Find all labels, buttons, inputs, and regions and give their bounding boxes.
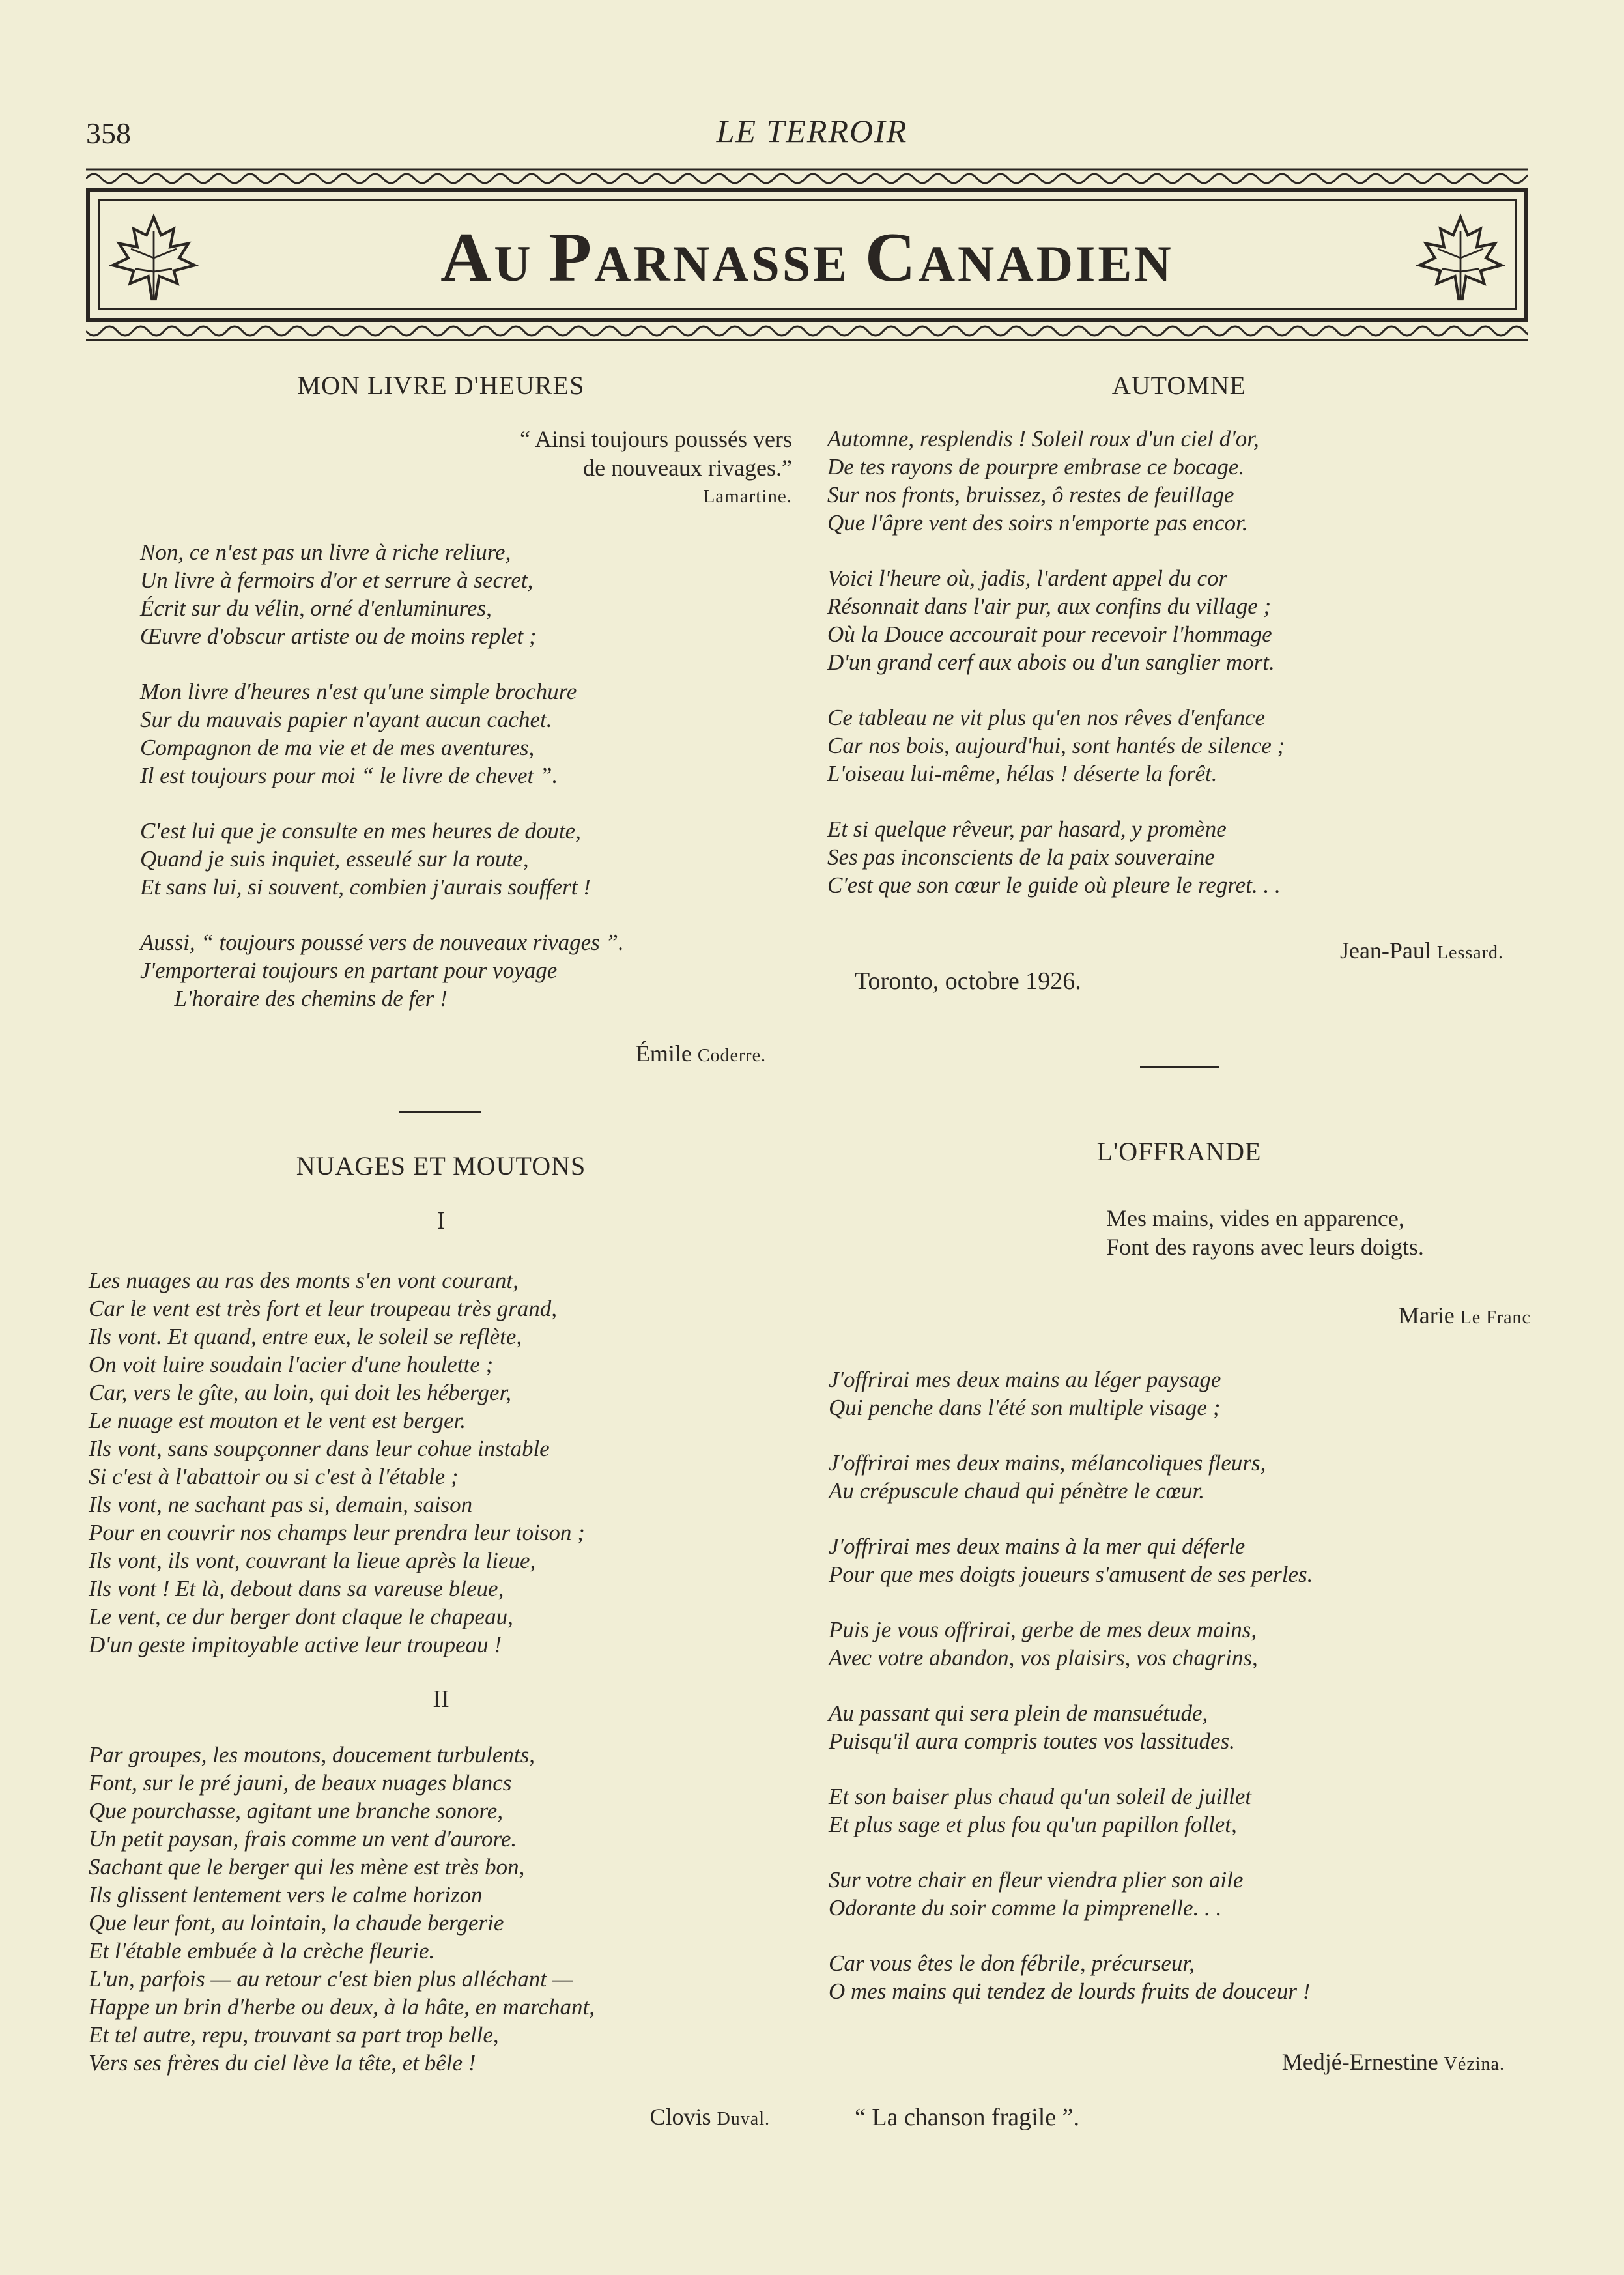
separator-rule <box>1140 1066 1219 1068</box>
poem-text: Non, ce n'est pas un livre à riche reliure, Un livre à fermoirs d'or et serrure à secret, Écrit sur du vélin, orné d'enluminures, Œuvre d'obscur artiste ou de moins replet ; Mon livre d'heures n'est qu'une simple brochure Sur du mauvais papier n'ayant aucun cachet. Compagnon de ma vie et de mes aventures, Il est toujours pour moi “ le livre de chevet ”. C'est lui que je consulte en mes heures de doute, Quand je suis inquiet, esseulé sur la route, Et sans lui, si souvent, combien j'aurais souffert ! Aussi, “ toujours poussé vers de nouveaux rivages ”. J'emporterai toujours en partant pour voyage L'horaire des chemins de fer ! <box>140 539 624 1011</box>
epigraph-author: Marie Le Franc <box>1398 1302 1531 1328</box>
epigraph: “ Ainsi toujours poussés vers de nouveaux rivages.” Lamartine. <box>520 426 792 507</box>
top-ornament-border <box>86 167 1528 186</box>
poem-author: Clovis Duval. <box>649 2104 770 2130</box>
poem-title: L'OFFRANDE <box>1096 1137 1262 1166</box>
poem-author: Émile Coderre. <box>635 1040 766 1066</box>
poem-text: Les nuages au ras des monts s'en vont courant, Car le vent est très fort et leur troupeau très grand, Ils vont. Et quand, entre eux, le soleil se reflète, On voit luire soudain l'acier d'une houlette ; Car, vers le gîte, au loin, qui doit les héberger, Le nuage est mouton et le vent est berger. Ils vont, sans soupçonner dans leur cohue instable Si c'est à l'abattoir ou si c'est à l'étable ; Ils vont, ne sachant pas si, demain, saison Pour en couvrir nos champs leur prendra leur toison ; Ils vont, ils vont, couvrant la lieue après la lieue, Ils vont ! Et là, debout dans sa vareuse bleue, Le vent, ce dur berger dont claque le chapeau, D'un geste impitoyable active leur troupeau ! <box>89 1268 585 1657</box>
poem-author: Jean-Paul Lessard. <box>1339 937 1503 964</box>
running-title: LE TERROIR <box>716 113 908 149</box>
part-number: I <box>436 1207 446 1235</box>
place-date: Toronto, octobre 1926. <box>855 967 1081 995</box>
source-note: “ La chanson fragile ”. <box>855 2104 1079 2131</box>
poem-text: J'offrirai mes deux mains au léger paysage Qui penche dans l'été son multiple visage ; J'offrirai mes deux mains, mélancoliques fleurs, Au crépuscule chaud qui pénètre le cœur. J'offrirai mes deux mains à la mer qui déferle Pour que mes doigts joueurs s'amusent de ses perles. Puis je vous offrirai, gerbe de mes deux mains, Avec votre abandon, vos plaisirs, vos chagrins, Au passant qui sera plein de mansuétude, Puisqu'il aura compris toutes vos lassitudes. Et son baiser plus chaud qu'un soleil de juillet Et plus sage et plus fou qu'un papillon follet, Sur votre chair en fleur viendra plier son aile Odorante du soir comme la pimprenelle. . . Car vous êtes le don fébrile, précurseur, O mes mains qui tendez de lourds fruits de douceur ! <box>829 1367 1313 2004</box>
maple-leaf-icon <box>1415 212 1506 304</box>
part-number: II <box>433 1685 449 1713</box>
poem-title: AUTOMNE <box>1111 371 1247 400</box>
poem-text: Automne, resplendis ! Soleil roux d'un ciel d'or, De tes rayons de pourpre embrase ce bocage. Sur nos fronts, bruissez, ô restes de feuillage Que l'âpre vent des soirs n'emporte pas encor. Voici l'heure où, jadis, l'ardent appel du cor Résonnait dans l'air pur, aux confins du village ; Où la Douce accourait pour recevoir l'hommage D'un grand cerf aux abois ou d'un sanglier mort. Ce tableau ne vit plus qu'en nos rêves d'enfance Car nos bois, aujourd'hui, sont hantés de silence ; L'oiseau lui-même, hélas ! déserte la forêt. Et si quelque rêveur, par hasard, y promène Ses pas inconscients de la paix souveraine C'est que son cœur le guide où pleure le regret. . . <box>827 426 1285 898</box>
page-number: 358 <box>86 117 131 150</box>
section-banner <box>86 188 1528 322</box>
poem-author: Medjé-Ernestine Vézina. <box>1281 2049 1505 2075</box>
poem-title: NUAGES ET MOUTONS <box>296 1151 586 1180</box>
poem-text: Par groupes, les moutons, doucement turbulents, Font, sur le pré jauni, de beaux nuages blancs Que pourchasse, agitant une branche sonore, Un petit paysan, frais comme un vent d'aurore. Sachant que le berger qui les mène est très bon, Ils glissent lentement vers le calme horizon Que leur font, au lointain, la chaude bergerie Et l'étable embuée à la crèche fleurie. L'un, parfois — au retour c'est bien plus alléchant — Happe un brin d'herbe ou deux, à la hâte, en marchant, Et tel autre, repu, trouvant sa part trop belle, Vers ses frères du ciel lève la tête, et bêle ! <box>89 1742 595 2076</box>
separator-rule <box>399 1111 481 1113</box>
bottom-ornament-border <box>86 323 1528 343</box>
poem-title: MON LIVRE D'HEURES <box>297 371 585 400</box>
banner-title: AU PARNASSE CANADIEN <box>440 219 1174 296</box>
epigraph: Mes mains, vides en apparence, Font des rayons avec leurs doigts. <box>1106 1205 1424 1260</box>
